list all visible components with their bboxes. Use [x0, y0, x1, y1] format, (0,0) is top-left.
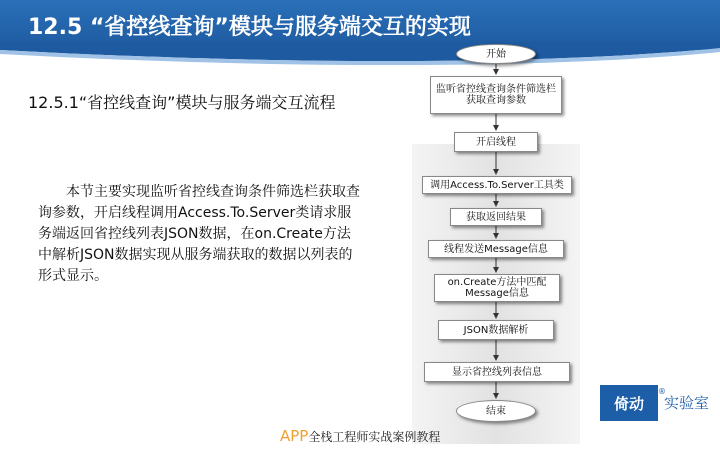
logo-text: 实验室	[664, 394, 710, 412]
logo-mark: 倚动	[600, 385, 658, 421]
footer-text: 全栈工程师实战案例教程	[308, 430, 441, 444]
flow-node-listen: 监听省控线查询条件筛选栏获取查询参数	[430, 76, 562, 114]
flow-node-call: 调用Access.To.Server工具类	[422, 176, 572, 194]
slide-title: 12.5 “省控线查询”模块与服务端交互的实现	[28, 15, 471, 40]
footer	[280, 427, 440, 445]
header-wave	[0, 42, 720, 70]
flow-node-end: 结束	[456, 400, 536, 422]
flow-node-send: 线程发送Message信息	[428, 240, 564, 258]
description-paragraph: 本节主要实现监听省控线查询条件筛选栏获取查询参数，开启线程调用Access.To.Server类请求服务端返回省控线列表JSON数据，在on.Create方法中解析JSON数据实现从服务端获取的数据以列表的形式显示。	[38, 184, 360, 284]
flow-node-thread: 开启线程	[454, 132, 538, 152]
flowchart	[400, 44, 600, 444]
flow-node-parse: JSON数据解析	[438, 320, 554, 340]
flow-node-show: 显示省控线列表信息	[424, 362, 570, 382]
lab-logo	[600, 385, 720, 423]
footer-brand: APP	[280, 427, 309, 445]
section-subtitle: 12.5.1“省控线查询”模块与服务端交互流程	[28, 93, 336, 112]
flow-node-result: 获取返回结果	[450, 208, 542, 226]
flow-node-start: 开始	[456, 44, 536, 64]
flow-node-match: on.Create方法中匹配Message信息	[434, 274, 560, 302]
logo-registered: ®	[658, 387, 666, 396]
